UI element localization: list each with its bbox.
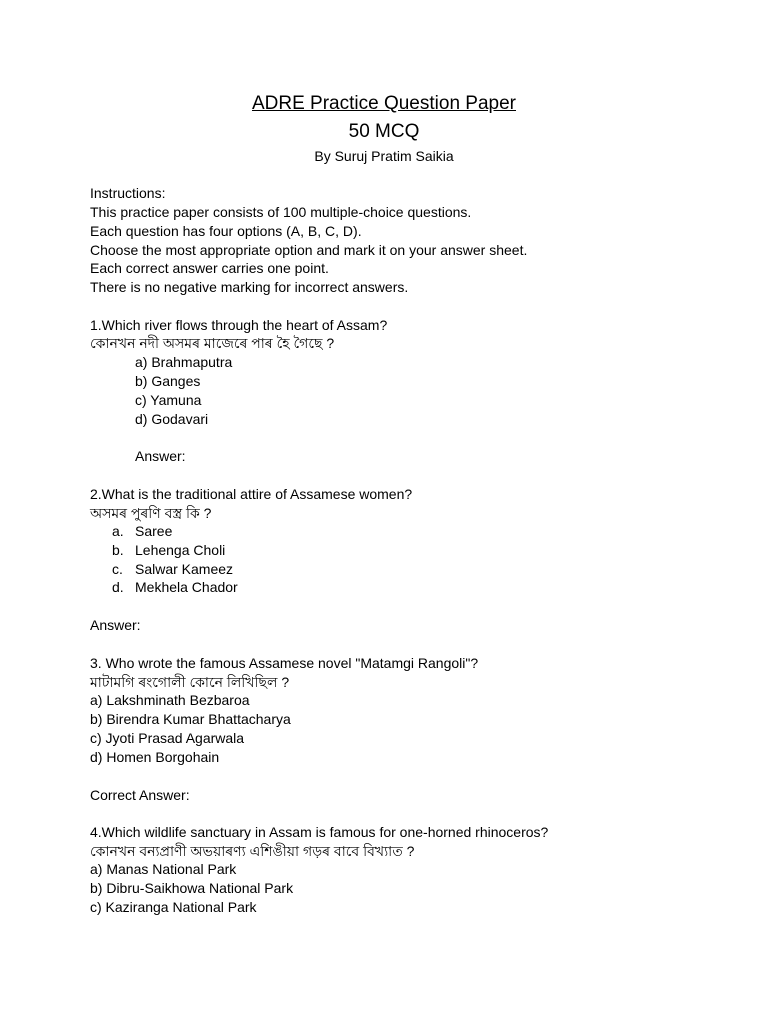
question-2-option-marker: a. bbox=[112, 523, 124, 539]
instruction-line: There is no negative marking for incorrect answers. bbox=[90, 279, 409, 295]
question-4-option: c) Kaziranga National Park bbox=[90, 899, 257, 915]
question-3-option: d) Homen Borgohain bbox=[90, 749, 220, 765]
question-2-option: Mekhela Chador bbox=[135, 579, 238, 595]
question-3-assamese: মাটামগি ৰংগোলী কোনে লিখিছিল ? bbox=[90, 674, 290, 690]
question-2-option: Salwar Kameez bbox=[135, 561, 234, 577]
question-3-text: 3. Who wrote the famous Assamese novel "Matamgi Rangoli"? bbox=[90, 655, 479, 671]
question-1-option: a) Brahmaputra bbox=[135, 354, 233, 370]
question-2-answer-label: Answer: bbox=[90, 617, 141, 633]
instruction-line: Each correct answer carries one point. bbox=[90, 260, 329, 276]
question-4-text: 4.Which wildlife sanctuary in Assam is famous for one-horned rhinoceros? bbox=[90, 824, 549, 840]
instruction-line: Each question has four options (A, B, C, D). bbox=[90, 223, 362, 239]
document-title-text: ADRE Practice Question Paper bbox=[251, 93, 516, 114]
question-2-option-marker: d. bbox=[112, 579, 124, 595]
question-3-option: b) Birendra Kumar Bhattacharya bbox=[90, 711, 291, 727]
document-subtitle: 50 MCQ bbox=[348, 121, 420, 142]
question-1-option: b) Ganges bbox=[135, 373, 201, 389]
question-2-option: Saree bbox=[135, 523, 173, 539]
question-1-answer-label: Answer: bbox=[135, 448, 186, 464]
question-1-text: 1.Which river flows through the heart of Assam? bbox=[90, 317, 388, 333]
question-2-option-marker: c. bbox=[112, 561, 123, 577]
instruction-line: Choose the most appropriate option and mark it on your answer sheet. bbox=[90, 242, 528, 258]
instruction-line: This practice paper consists of 100 multiple-choice questions. bbox=[90, 204, 472, 220]
question-3-option: a) Lakshminath Bezbaroa bbox=[90, 692, 250, 708]
question-1-option: d) Godavari bbox=[135, 411, 209, 427]
question-2-assamese: অসমৰ পুৰণি বস্ত্ৰ কি ? bbox=[90, 505, 212, 521]
document-author: By Suruj Pratim Saikia bbox=[314, 148, 454, 164]
question-2-text: 2.What is the traditional attire of Assamese women? bbox=[90, 486, 413, 502]
document-title bbox=[0, 92, 768, 116]
instructions-heading: Instructions: bbox=[90, 185, 166, 201]
question-3-answer-label: Correct Answer: bbox=[90, 787, 190, 803]
question-4-option: a) Manas National Park bbox=[90, 861, 237, 877]
question-2-option-marker: b. bbox=[112, 542, 124, 558]
question-1-option: c) Yamuna bbox=[135, 392, 202, 408]
question-2-option: Lehenga Choli bbox=[135, 542, 226, 558]
question-4-assamese: কোনখন বন্যপ্ৰাণী অভয়াৰণ্য এশিঙীয়া গড়ৰ বাবে বিখ্যাত ? bbox=[90, 843, 415, 859]
question-1-assamese: কোনখন নদী অসমৰ মাজেৰে পাৰ হৈ গৈছে ? bbox=[90, 335, 335, 351]
question-3-option: c) Jyoti Prasad Agarwala bbox=[90, 730, 245, 746]
question-4-option: b) Dibru-Saikhowa National Park bbox=[90, 880, 294, 896]
